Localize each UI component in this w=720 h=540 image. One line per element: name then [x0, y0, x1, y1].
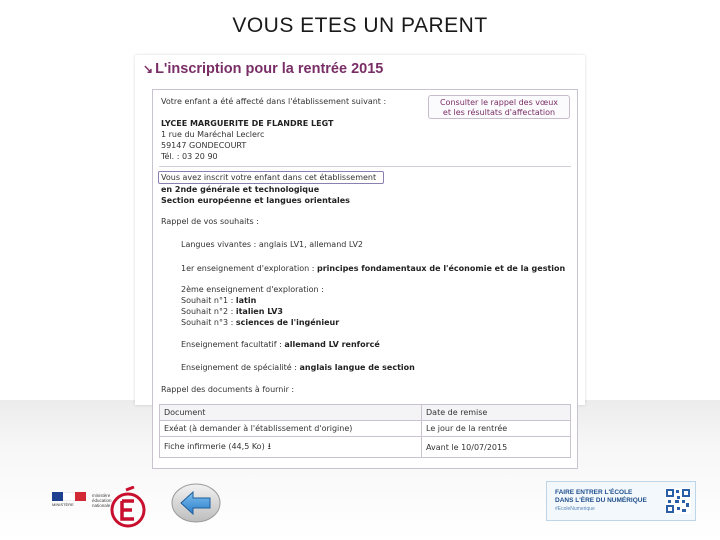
wish-label: 1er enseignement d'exploration :	[181, 264, 317, 273]
banner-hashtag: #EcoleNumerique	[555, 506, 595, 512]
wishes-title: Rappel de vos souhaits :	[161, 217, 259, 226]
divider	[159, 166, 571, 167]
wish-value: principes fondamentaux de l'économie et de la gestion	[316, 264, 566, 273]
wish-value: allemand LV renforcé	[284, 340, 380, 349]
enrolled-class: en 2nde générale et technologique	[161, 185, 320, 194]
documents-table	[159, 404, 571, 458]
table-row	[160, 437, 571, 458]
wish-specialite	[181, 363, 415, 372]
ministry-name-line: éducation	[92, 498, 112, 503]
wish-souhait2	[181, 307, 283, 316]
wish-value: italien LV3	[235, 307, 283, 316]
wish-souhait1	[181, 296, 256, 305]
table-header-row	[160, 405, 571, 421]
school-street: 1 rue du Maréchal Leclerc	[161, 130, 265, 139]
wish-facultatif	[181, 340, 380, 349]
school-city: 59147 GONDECOURT	[161, 141, 247, 150]
qr-code-icon	[665, 488, 691, 514]
consult-results-button[interactable]	[428, 95, 570, 119]
wish-value: anglais langue de section	[299, 363, 415, 372]
wish-label: Souhait n°3 :	[181, 318, 236, 327]
table-header-document: Document	[160, 405, 422, 421]
wish-souhait3	[181, 318, 339, 327]
wish-value: anglais LV1, allemand LV2	[258, 240, 364, 249]
ministry-name-line: nationale	[92, 503, 111, 508]
school-name: LYCEE MARGUERITE DE FLANDRE LEGT	[161, 119, 334, 128]
ecole-numerique-banner[interactable]	[546, 481, 696, 521]
fiche-infirmerie-link[interactable]: Fiche infirmerie (44,5 Ko)	[164, 442, 265, 451]
wish-label: Enseignement facultatif :	[181, 340, 285, 349]
ministry-logo	[52, 492, 86, 516]
table-cell-date: Avant le 10/07/2015	[422, 437, 571, 458]
wish-langues	[181, 240, 363, 249]
arrow-down-right-icon: ↘	[143, 62, 154, 76]
wish-label: Enseignement de spécialité :	[181, 363, 300, 372]
back-arrow-button[interactable]	[170, 482, 222, 524]
french-flag-icon	[52, 492, 86, 501]
table-cell-date: Le jour de la rentrée	[422, 421, 571, 437]
banner-line2: DANS L'ÈRE DU NUMÉRIQUE	[555, 497, 647, 504]
download-icon[interactable]: ⭳	[267, 442, 271, 452]
education-e-logo-icon	[108, 486, 148, 528]
enrolled-notice: Vous avez inscrit votre enfant dans cet établissement	[161, 173, 377, 182]
wish-ens2: 2ème enseignement d'exploration :	[181, 285, 324, 294]
banner-text	[547, 489, 661, 513]
banner-line1: FAIRE ENTRER L'ÉCOLE	[555, 489, 633, 496]
panel-header-title: L'inscription pour la rentrée 2015	[155, 61, 384, 77]
table-header-date: Date de remise	[422, 405, 571, 421]
table-row	[160, 421, 571, 437]
wish-label: Langues vivantes :	[181, 240, 259, 249]
docs-title: Rappel des documents à fournir :	[161, 385, 295, 394]
wish-label: Souhait n°1 :	[181, 296, 236, 305]
school-tel: Tél. : 03 20 90	[161, 152, 218, 161]
slide-title: VOUS ETES UN PARENT	[232, 14, 488, 37]
panel-header	[143, 61, 383, 77]
wish-value: latin	[235, 296, 257, 305]
ministry-logo-subtitle: MINISTÈRE	[52, 502, 74, 507]
table-cell-document: Exéat (à demander à l'établissement d'origine)	[160, 421, 422, 437]
wish-label: Souhait n°2 :	[181, 307, 236, 316]
wish-value: sciences de l'ingénieur	[235, 318, 340, 327]
ministry-name-line: ministère	[92, 493, 111, 498]
consult-button-line1: Consulter le rappel des vœux	[439, 98, 559, 107]
enrollment-card	[152, 89, 578, 469]
intro-text: Votre enfant a été affecté dans l'établissement suivant :	[161, 97, 387, 106]
wish-ens1	[181, 264, 565, 273]
enrolled-section: Section européenne et langues orientales	[161, 196, 350, 205]
consult-button-line2: et les résultats d'affectation	[442, 108, 556, 117]
table-cell-document	[160, 437, 422, 458]
